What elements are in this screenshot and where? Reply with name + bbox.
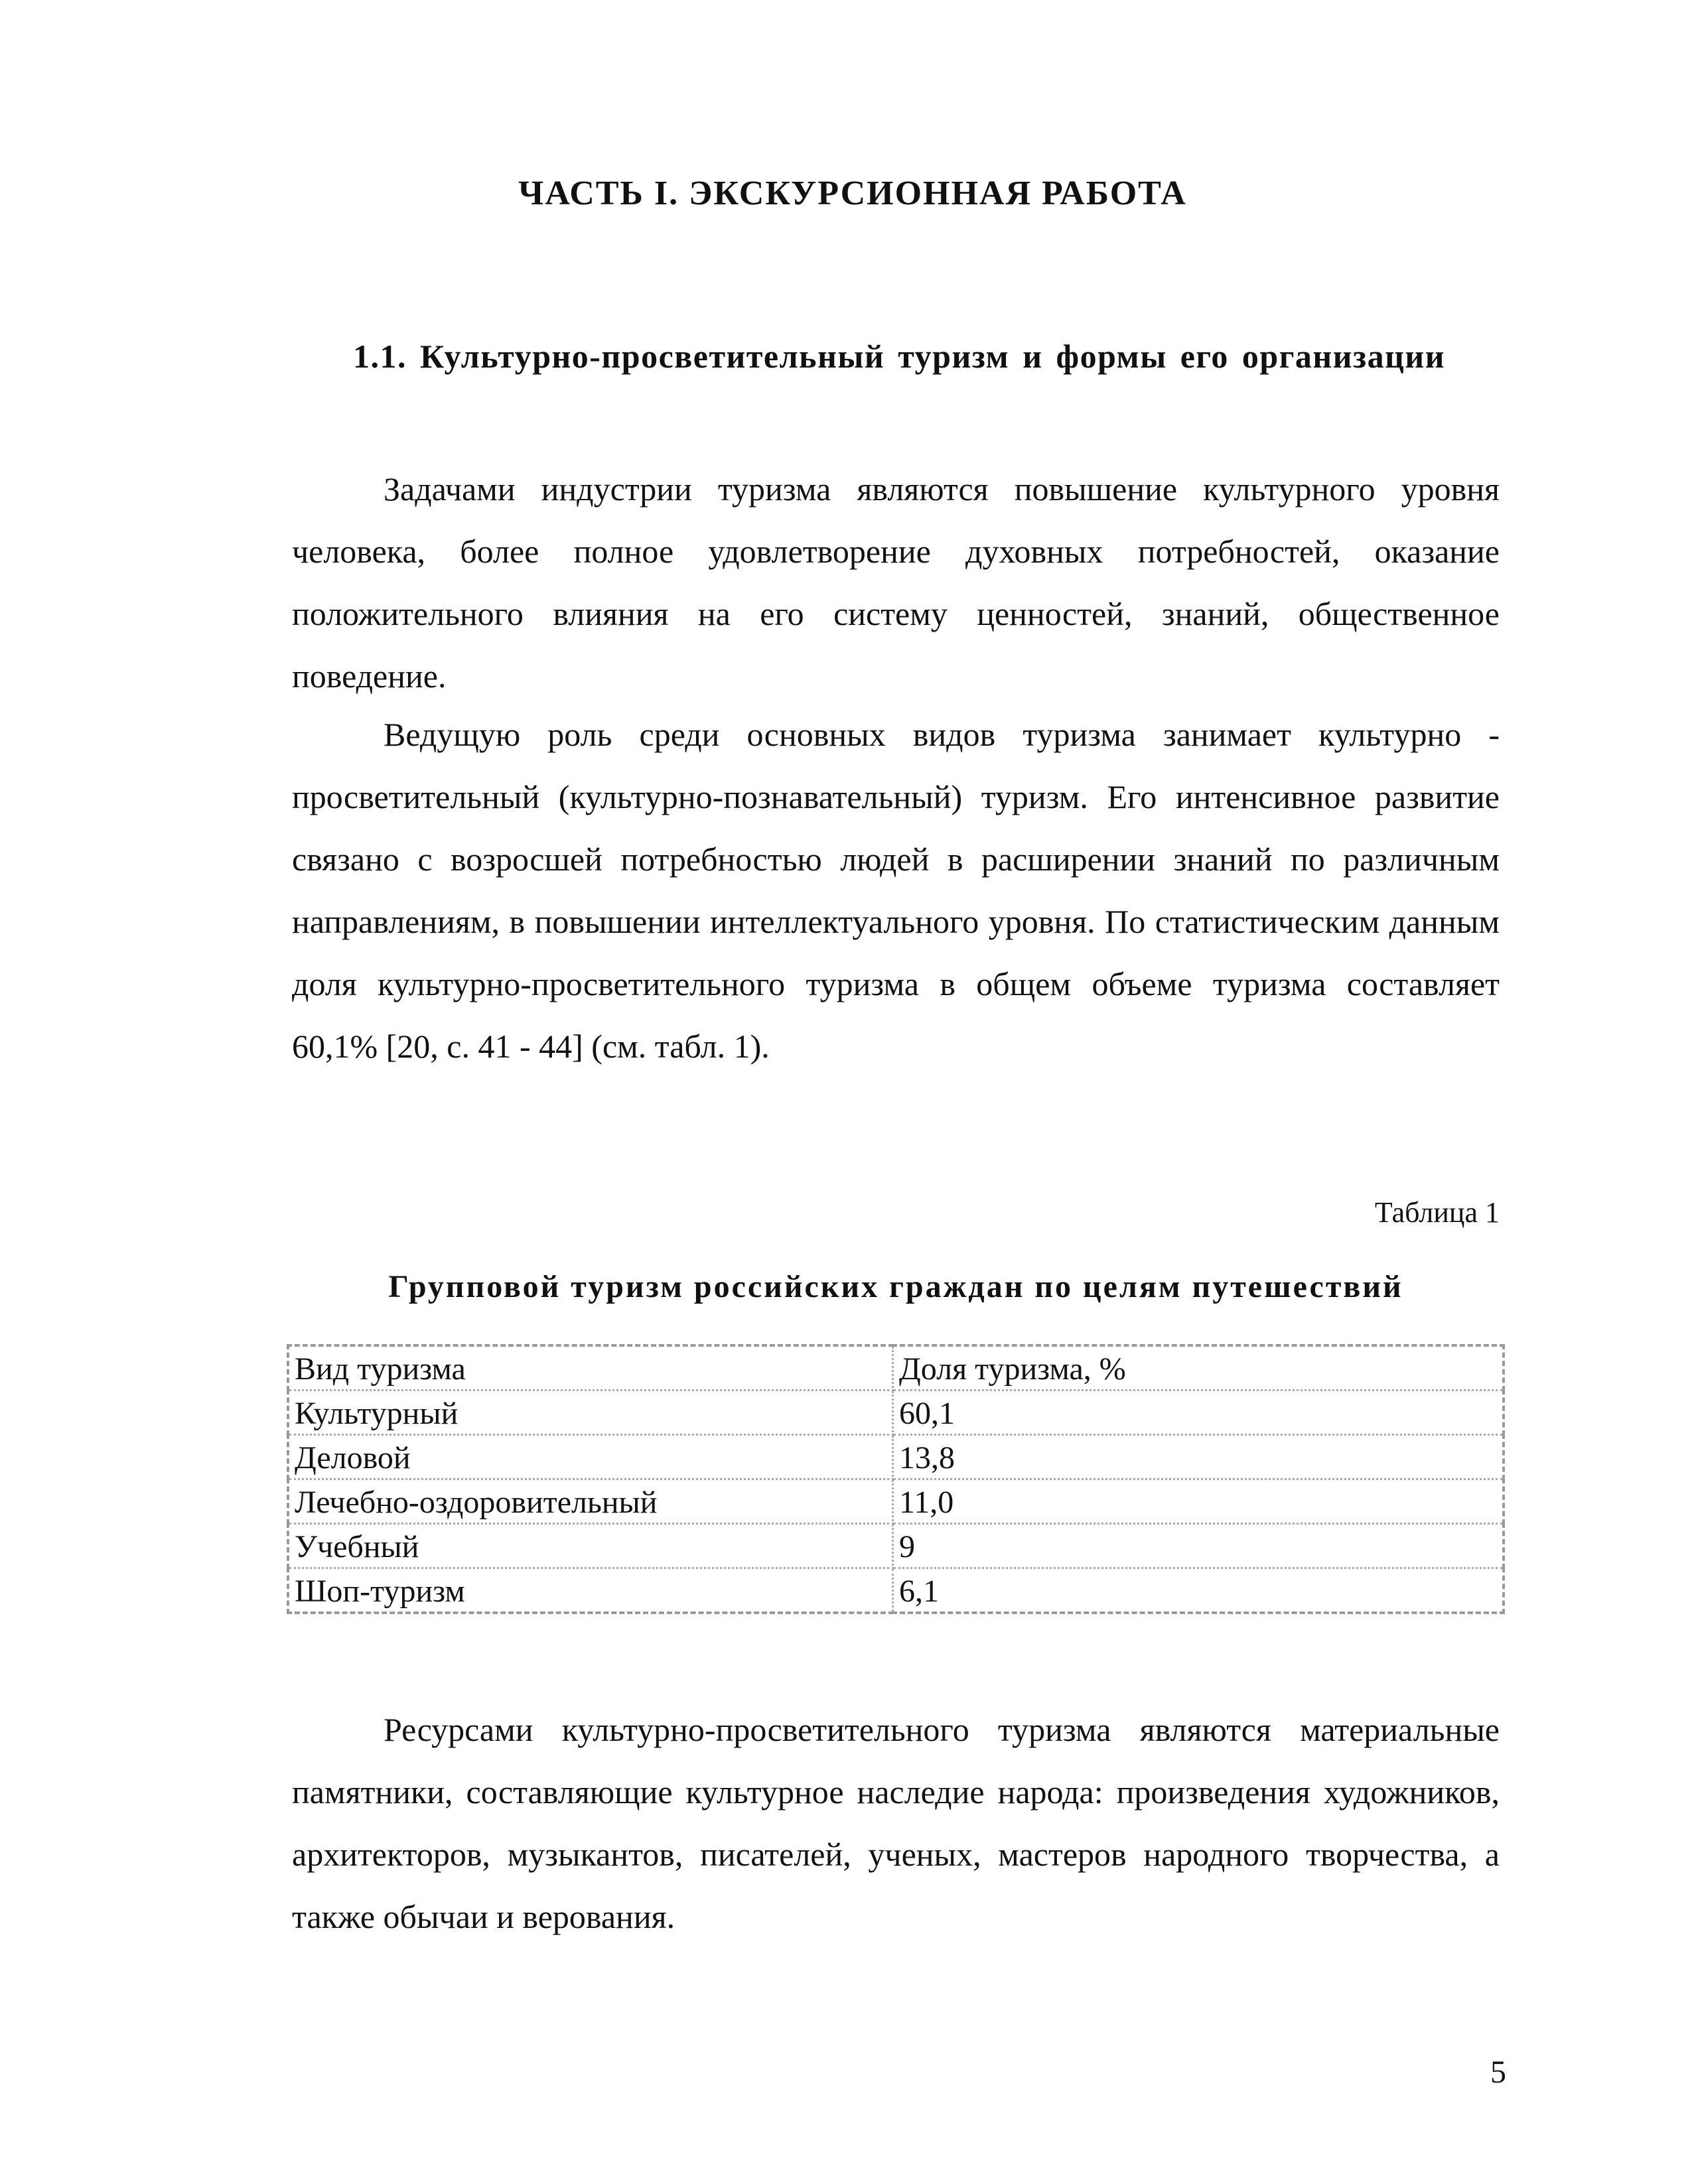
table-cell-type: Шоп-туризм (288, 1568, 893, 1613)
table-cell-share: 13,8 (893, 1435, 1504, 1479)
page-number: 5 (1490, 2055, 1506, 2090)
table-header-cell: Доля туризма, % (893, 1345, 1504, 1391)
table-row (288, 1524, 1504, 1568)
table-label: Таблица 1 (1374, 1196, 1500, 1229)
table-cell-share: 9 (893, 1524, 1504, 1568)
table-header-cell: Вид туризма (288, 1345, 893, 1391)
section-title: 1.1. Культурно-просветительный туризм и формы его организации (352, 338, 1446, 375)
table-cell-type: Учебный (288, 1524, 893, 1568)
table-cell-share: 11,0 (893, 1479, 1504, 1524)
table-cell-share: 6,1 (893, 1568, 1504, 1613)
table-cell-type: Лечебно-оздоровительный (288, 1479, 893, 1524)
paragraph-intro: Задачами индустрии туризма являются повышение культурного уровня человека, более полное удовлетворение духовных потребностей, оказание положительного влияния на его систему ценностей, знаний, общественное поведение. (292, 470, 1500, 695)
part-title: ЧАСТЬ I. ЭКСКУРСИОННАЯ РАБОТА (518, 174, 1187, 212)
table-title: Групповой туризм российских граждан по целям путешествий (388, 1269, 1403, 1304)
tourism-table (287, 1344, 1505, 1614)
table-row (288, 1568, 1504, 1613)
table-cell-type: Культурный (288, 1391, 893, 1435)
table-row (288, 1391, 1504, 1435)
table-row (288, 1435, 1504, 1479)
table-cell-share: 60,1 (893, 1391, 1504, 1435)
table-row (288, 1479, 1504, 1524)
paragraph-leading-role: Ведущую роль среди основных видов туризма занимает культурно - просветительный (культурно-познавательный) туризм. Его интенсивное развитие связано с возросшей потребностью людей в расширении знаний по различным направлениям, в повышении интеллектуального уровня. По статистическим данным доля культурно-просветительного туризма в общем объеме туризма составляет 60,1% [20, с. 41 - 44] (см. табл. 1). (292, 716, 1500, 1065)
paragraph-resources: Ресурсами культурно-просветительного туризма являются материальные памятники, составляющие культурное наследие народа: произведения художников, архитекторов, музыкантов, писателей, ученых, мастеров народного творчества, а также обычаи и верования. (292, 1711, 1500, 1935)
table-header-row (288, 1345, 1504, 1391)
table-cell-type: Деловой (288, 1435, 893, 1479)
